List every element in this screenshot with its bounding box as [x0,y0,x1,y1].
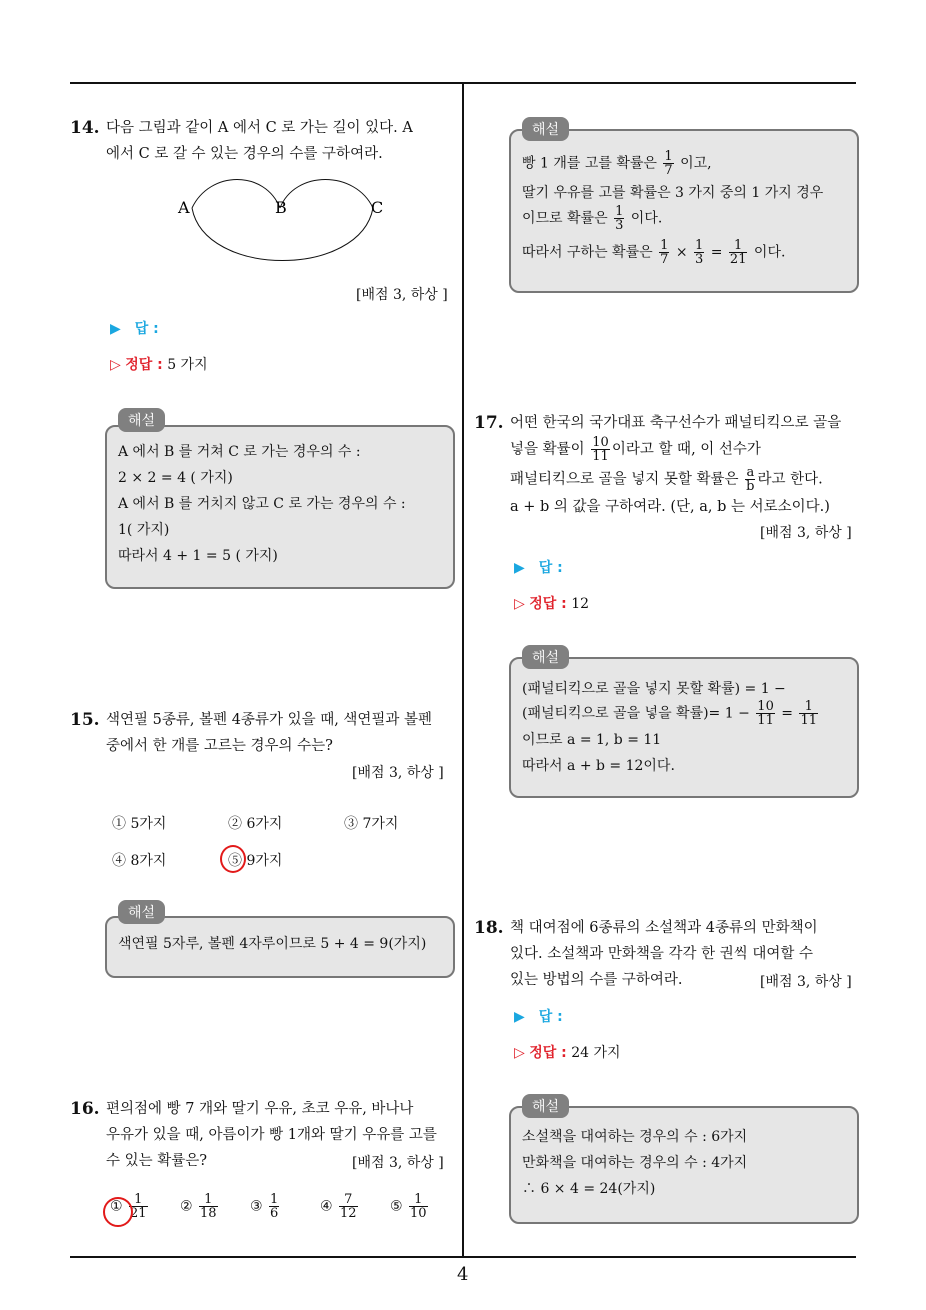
question-15-points: [배점 3, 하상 ] [352,765,444,781]
selected-answer-circle [220,845,246,873]
question-16-option-2[interactable]: ② $\frac{1}{18}$ [180,1192,217,1221]
question-17-line3: 패널티킥으로 골을 넣지 못할 확률은 $\frac{a}{b}$ 라고 한다. [510,465,823,494]
outline-triangle-icon: ▷ [110,357,126,373]
question-17-solution-line4: 따라서 a + b = 12이다. [522,758,675,774]
question-18-points: [배점 3, 하상 ] [760,974,852,990]
question-16-solution-line3: 이므로 확률은 $\frac{1}{3}$ 이다. [522,204,663,233]
route-diagram [170,178,400,268]
question-17-solution-line3: 이므로 a = 1, b = 11 [522,732,662,748]
triangle-icon: ▶ [514,560,525,576]
question-14-number: 14. [70,118,100,138]
question-15-line2: 중에서 한 개를 고르는 경우의 수는? [106,738,333,754]
node-b-label: B [275,198,287,217]
question-16-option-4[interactable]: ④ $\frac{7}{12}$ [320,1192,357,1221]
node-c-label: C [371,198,384,217]
question-15-option-3[interactable]: ③ 7가지 [344,816,399,832]
question-17-answer: ▶ 답 : [514,560,563,576]
question-15-option-2[interactable]: ② 6가지 [228,816,283,832]
question-18-solution-text: 소설책을 대여하는 경우의 수 : 6가지 만화책을 대여하는 경우의 수 : 4가지 ∴ 6 × 4 = 24(가지) [522,1129,748,1197]
question-18-correct: ▷ 정답 : 24 가지 [514,1045,621,1061]
question-17-line2: 넣을 확률이 $\frac{10}{11}$ 이라고 할 때, 이 선수가 [510,435,761,464]
question-16-number: 16. [70,1099,100,1119]
question-16-solution-line4: 따라서 구하는 확률은 $\frac{1}{7}$ × $\frac{1}{3}$ = $\frac{1}{21}$ 이다. [522,238,786,267]
question-16-option-1[interactable]: ① $\frac{1}{21}$ [110,1192,147,1221]
question-18-answer: ▶ 답 : [514,1009,563,1025]
question-16-solution-line1: 빵 1 개를 고를 확률은 $\frac{1}{7}$ 이고, [522,149,712,178]
question-17-correct: ▷ 정답 : 12 [514,596,590,612]
question-16-line1: 편의점에 빵 7 개와 딸기 우유, 초코 우유, 바나나 [106,1101,414,1117]
question-17-points: [배점 3, 하상 ] [760,525,852,541]
question-15-solution-text: 색연필 5자루, 볼펜 4자루이므로 5 + 4 = 9(가지) [118,936,427,952]
node-a-label: A [178,198,190,217]
question-18-number: 18. [474,918,504,938]
question-14-solution-tag: 해설 [118,408,165,432]
question-15-solution-tag: 해설 [118,900,165,924]
question-15-option-5[interactable]: ⑤ 9가지 [228,853,283,869]
question-14-solution-text: A 에서 B 를 거쳐 C 로 가는 경우의 수 : 2 × 2 = 4 ( 가지) A 에서 B 를 거치지 않고 C 로 가는 경우의 수 : 1( 가지) 따라서 4 + 1 = 5 ( 가지) [118,444,406,564]
question-17-solution-line1: (패널티킥으로 골을 넣지 못할 확률) = 1 − [522,681,786,697]
question-18-line1: 책 대여점에 6종류의 소설책과 4종류의 만화책이 [510,920,818,936]
question-16-solution-tag: 해설 [522,117,569,141]
question-17-line4: a + b 의 값을 구하여라. (단, a, b 는 서로소이다.) [510,499,830,515]
column-divider [462,82,464,1257]
question-17-number: 17. [474,413,504,433]
question-15-option-4[interactable]: ④ 8가지 [112,853,167,869]
question-16-option-5[interactable]: ⑤ $\frac{1}{10}$ [390,1192,427,1221]
question-18-line3: 있는 방법의 수를 구하여라. [510,972,683,988]
question-17-solution-line2: (패널티킥으로 골을 넣을 확률)= 1 − $\frac{10}{11}$ = $\frac{1}{11}$ [522,699,818,728]
outline-triangle-icon: ▷ [514,1045,530,1061]
page-number: 4 [457,1264,469,1285]
triangle-icon: ▶ [110,321,121,337]
question-15-line1: 색연필 5종류, 볼펜 4종류가 있을 때, 색연필과 볼펜 [106,712,433,728]
question-14-correct: ▷ 정답 : 5 가지 [110,357,208,373]
question-15-number: 15. [70,710,100,730]
question-16-line2: 우유가 있을 때, 아름이가 빵 1개와 딸기 우유를 고를 [106,1127,437,1143]
question-17-solution-tag: 해설 [522,645,569,669]
question-17-line1: 어떤 한국의 국가대표 축구선수가 패널티킥으로 골을 [510,415,842,431]
question-14-answer: ▶ 답 : [110,321,159,337]
outline-triangle-icon: ▷ [514,596,530,612]
triangle-icon: ▶ [514,1009,525,1025]
question-15-option-1[interactable]: ① 5가지 [112,816,167,832]
question-18-solution-tag: 해설 [522,1094,569,1118]
question-16-option-3[interactable]: ③ $\frac{1}{6}$ [250,1192,279,1221]
question-14-line1: 다음 그림과 같이 A 에서 C 로 가는 길이 있다. A [106,120,413,136]
question-18-line2: 있다. 소설책과 만화책을 각각 한 권씩 대여할 수 [510,946,814,962]
selected-answer-circle [103,1197,133,1227]
question-16-points: [배점 3, 하상 ] [352,1155,444,1171]
question-16-line3: 수 있는 확률은? [106,1153,208,1169]
question-14-points: [배점 3, 하상 ] [356,287,448,303]
question-16-solution-line2: 딸기 우유를 고를 확률은 3 가지 중의 1 가지 경우 [522,185,824,201]
question-14-line2: 에서 C 로 갈 수 있는 경우의 수를 구하여라. [106,146,383,162]
